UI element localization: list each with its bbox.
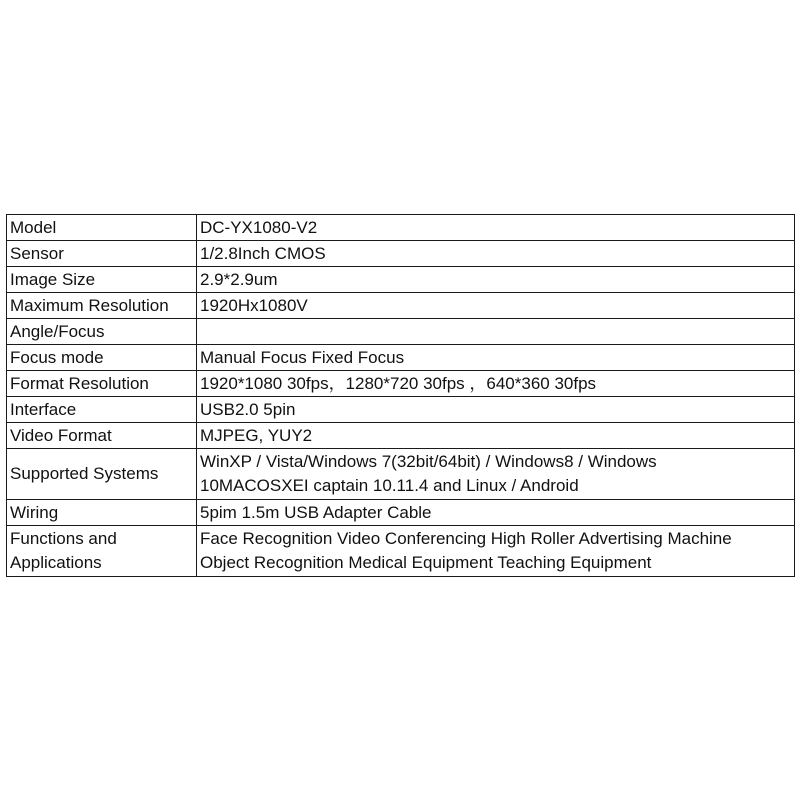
table-row (7, 319, 795, 345)
table-row (7, 423, 795, 449)
spec-value: 1920Hx1080V (197, 293, 795, 319)
spec-value: MJPEG, YUY2 (197, 423, 795, 449)
spec-label-line: Applications (10, 553, 102, 572)
spec-label: Sensor (7, 241, 197, 267)
spec-label: Focus mode (7, 345, 197, 371)
table-row (7, 241, 795, 267)
spec-label: Interface (7, 397, 197, 423)
spec-label: Maximum Resolution (7, 293, 197, 319)
spec-label: Video Format (7, 423, 197, 449)
spec-value-line: 10MACOSXEI captain 10.11.4 and Linux / Android (200, 476, 579, 495)
spec-value (197, 526, 795, 577)
spec-value: 2.9*2.9um (197, 267, 795, 293)
table-row (7, 371, 795, 397)
table-row (7, 500, 795, 526)
spec-value: DC-YX1080-V2 (197, 215, 795, 241)
spec-value: Manual Focus Fixed Focus (197, 345, 795, 371)
table-row (7, 267, 795, 293)
spec-value-line: Object Recognition Medical Equipment Teaching Equipment (200, 553, 652, 572)
table-row (7, 215, 795, 241)
spec-value: USB2.0 5pin (197, 397, 795, 423)
spec-label: Wiring (7, 500, 197, 526)
spec-label: Angle/Focus (7, 319, 197, 345)
spec-label: Supported Systems (7, 449, 197, 500)
spec-value-line: WinXP / Vista/Windows 7(32bit/64bit) / Windows8 / Windows (200, 452, 657, 471)
spec-label: Image Size (7, 267, 197, 293)
spec-value: 1920*1080 30fps，1280*720 30fps ，640*360 30fps (197, 371, 795, 397)
spec-value (197, 449, 795, 500)
spec-label: Format Resolution (7, 371, 197, 397)
table-row (7, 526, 795, 577)
table-row (7, 397, 795, 423)
spec-value: 1/2.8Inch CMOS (197, 241, 795, 267)
spec-label: Model (7, 215, 197, 241)
spec-label-line: Functions and (10, 529, 117, 548)
spec-label (7, 526, 197, 577)
table-row (7, 449, 795, 500)
spec-value: 5pim 1.5m USB Adapter Cable (197, 500, 795, 526)
spec-value-line: Face Recognition Video Conferencing High Roller Advertising Machine (200, 529, 732, 548)
table-row (7, 345, 795, 371)
table-row (7, 293, 795, 319)
spec-value (197, 319, 795, 345)
spec-table (6, 214, 795, 577)
